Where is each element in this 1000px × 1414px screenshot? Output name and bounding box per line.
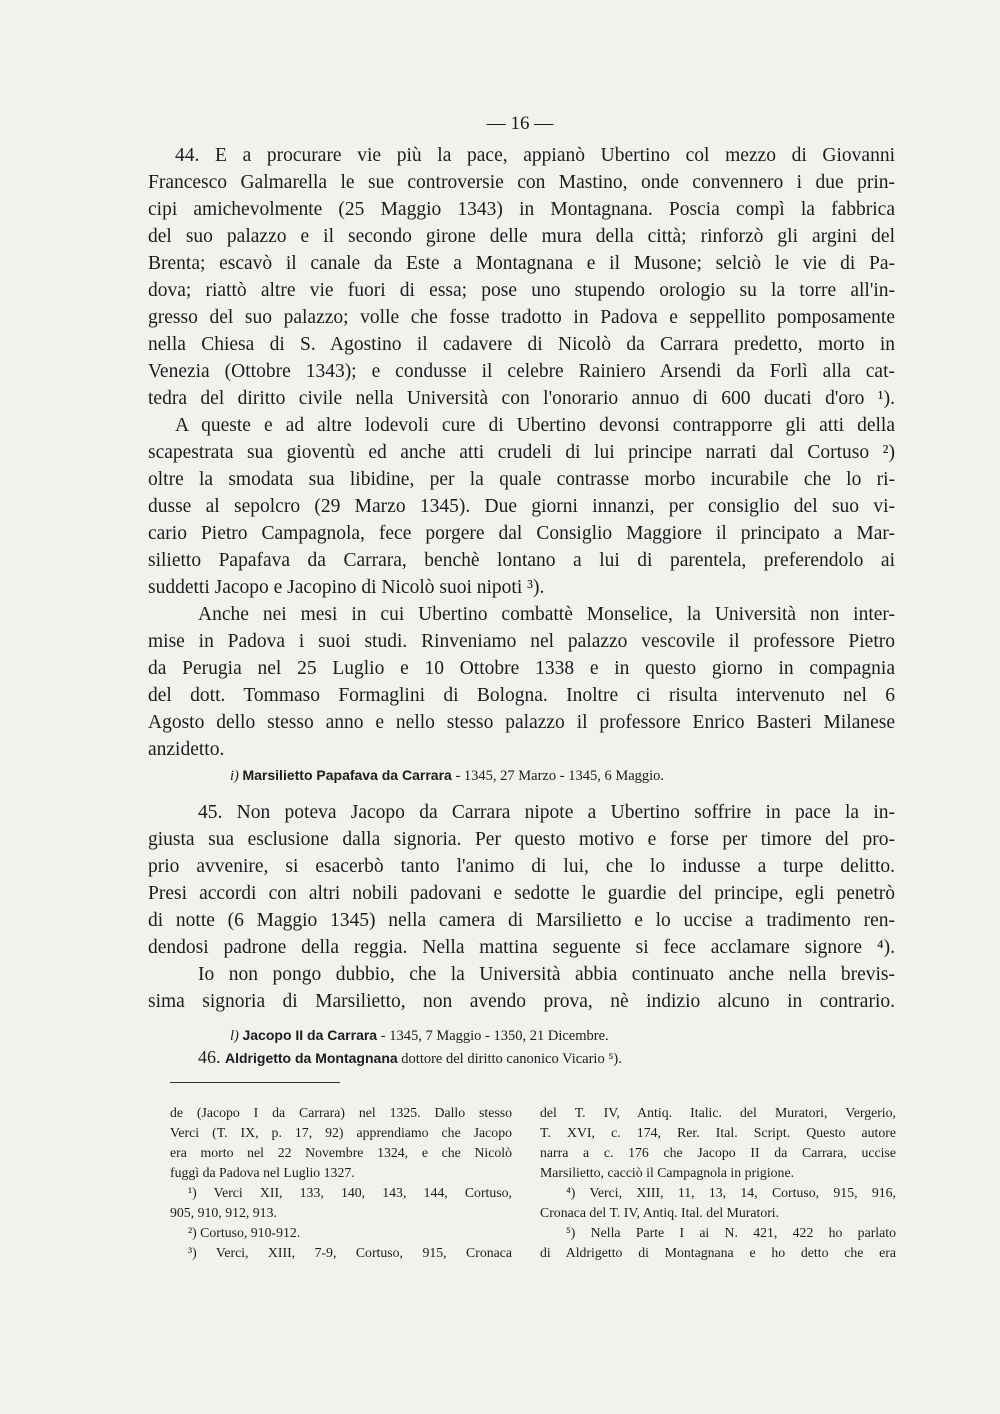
page-number: — 16 — (486, 113, 554, 134)
text-line: Venezia (Ottobre 1343); e condusse il celebre Rainiero Arsendi da Forlì alla cat- (148, 361, 895, 382)
footnote-line: ⁵) Nella Parte I ai N. 421, 422 ho parlato (566, 1225, 896, 1240)
footnote-line: fuggì da Padova nel Luglio 1327. (170, 1165, 355, 1180)
subheading-marsilietto (230, 765, 664, 786)
subheading-name: Marsilietto Papafava da Carrara (242, 767, 452, 783)
text-line: scapestrata sua gioventù ed anche atti crudeli di lui principe narrati dal Cortuso ²) (148, 442, 895, 463)
paragraph-number: 46. (198, 1047, 225, 1067)
text-line: oltre la smodata sua libidine, per la quale contrasse morbo incurabile che lo ri- (148, 469, 895, 490)
footnote-line: di Aldrigetto di Montagnana e ho detto che era (540, 1245, 896, 1260)
text-line: giusta sua esclusione dalla signoria. Per questo motivo e forse per timore del pro- (148, 829, 895, 850)
text-line: silietto Papafava da Carrara, benchè lontano a lui di parentela, preferendolo ai (148, 550, 895, 571)
footnote-line: del T. IV, Antiq. Italic. del Muratori, Vergerio, (540, 1105, 896, 1120)
subheading-prefix: i) (230, 768, 243, 784)
text-line: tedra del diritto civile nella Università con l'onorario annuo di 600 ducati d'oro ¹). (148, 388, 895, 409)
subheading-jacopo-ii (230, 1025, 609, 1046)
text-line: 44. E a procurare vie più la pace, appianò Ubertino col mezzo di Giovanni (175, 145, 895, 166)
text-line: A queste e ad altre lodevoli cure di Ubertino devonsi contrapporre gli atti della (175, 415, 895, 436)
text-line: cario Pietro Campagnola, fece porgere dal Consiglio Maggiore il principato a Mar- (148, 523, 895, 544)
text-line: Francesco Galmarella le sue controversie con Mastino, onde convennero i due prin- (148, 172, 895, 193)
text-line: Anche nei mesi in cui Ubertino combattè Monselice, la Università non inter- (198, 604, 895, 625)
footnote-line: ³) Verci, XIII, 7-9, Cortuso, 915, Cronaca (188, 1245, 512, 1260)
footnote-line: era morto nel 22 Novembre 1324, e che Nicolò (170, 1145, 512, 1160)
subheading-name: Jacopo II da Carrara (242, 1027, 378, 1043)
footnote-line: ¹) Verci XII, 133, 140, 143, 144, Cortuso, (188, 1185, 512, 1200)
text-line: dusse al sepolcro (29 Marzo 1345). Due giorni innanzi, per consiglio del suo vi- (148, 496, 895, 517)
subheading-dates: - 1345, 27 Marzo - 1345, 6 Maggio. (451, 768, 665, 784)
text-line: di notte (6 Maggio 1345) nella camera di Marsilietto e lo uccise a tradimento ren- (148, 910, 895, 931)
footnote-rule (170, 1082, 340, 1083)
text-line: da Perugia nel 25 Luglio e 10 Ottobre 1338 e in questo giorno in compagnia (148, 658, 895, 679)
footnote-line: 905, 910, 912, 913. (170, 1205, 277, 1220)
footnote-line: de (Jacopo I da Carrara) nel 1325. Dallo stesso (170, 1105, 512, 1120)
text-line: nella Chiesa di S. Agostino il cadavere di Nicolò da Carrara predetto, morto in (148, 334, 895, 355)
text-line: dova; riattò altre vie fuori di essa; pose uno stupendo orologio su la torre all'in- (148, 280, 895, 301)
footnote-line: Verci (T. IX, p. 17, 92) apprendiamo che Jacopo (170, 1125, 512, 1140)
text-line: del suo palazzo e il secondo girone delle mura della città; rinforzò gli argini del (148, 226, 895, 247)
text-line: dendosi padrone della reggia. Nella mattina seguente si fece acclamare signore ⁴). (148, 937, 895, 958)
paragraph-46 (198, 1046, 622, 1070)
subheading-prefix: l) (230, 1028, 243, 1044)
paragraph-46-rest: dottore del diritto canonico Vicario ⁵). (397, 1051, 622, 1067)
subheading-dates: - 1345, 7 Maggio - 1350, 21 Dicembre. (377, 1028, 609, 1044)
text-line: 45. Non poteva Jacopo da Carrara nipote a Ubertino soffrire in pace la in- (198, 802, 895, 823)
footnote-line: ⁴) Verci, XIII, 11, 13, 14, Cortuso, 915, 916, (566, 1185, 896, 1200)
footnote-line: Marsilietto, cacciò il Campagnola in prigione. (540, 1165, 795, 1180)
text-line: suddetti Jacopo e Jacopino di Nicolò suoi nipoti ³). (148, 577, 545, 598)
text-line: cipi amichevolmente (25 Maggio 1343) in Montagnana. Poscia compì la fabbrica (148, 199, 895, 220)
text-line: prio avvenire, si esacerbò tanto l'animo di lui, che lo indusse a turpe delitto. (148, 856, 895, 877)
footnote-line: T. XVI, c. 174, Rer. Ital. Script. Questo autore (540, 1125, 896, 1140)
text-line: Brenta; escavò il canale da Este a Montagnana e il Musone; selciò le vie di Pa- (148, 253, 895, 274)
text-line: gresso del suo palazzo; volle che fosse tradotto in Padova e seppellito pomposamente (148, 307, 895, 328)
text-line: Agosto dello stesso anno e nello stesso palazzo il professore Enrico Basteri Milanese (148, 712, 895, 733)
text-line: anzidetto. (148, 739, 225, 760)
text-line: Io non pongo dubbio, che la Università abbia continuato anche nella brevis- (198, 964, 895, 985)
text-line: mise in Padova i suoi studi. Rinveniamo nel palazzo vescovile il professore Pietro (148, 631, 895, 652)
text-line: del dott. Tommaso Formaglini di Bologna. Inoltre ci risulta intervenuto nel 6 (148, 685, 895, 706)
footnote-line: narra a c. 176 che Jacopo II da Carrara, uccise (540, 1145, 896, 1160)
footnote-line: Cronaca del T. IV, Antiq. Ital. del Muratori. (540, 1205, 780, 1220)
text-line: Presi accordi con altri nobili padovani e sedotte le guardie del principe, egli penetrò (148, 883, 895, 904)
paragraph-46-name: Aldrigetto da Montagnana (225, 1050, 398, 1066)
text-line: sima signoria di Marsilietto, non avendo prova, nè indizio alcuno in contrario. (148, 991, 895, 1012)
footnote-line: ²) Cortuso, 910-912. (188, 1225, 301, 1240)
